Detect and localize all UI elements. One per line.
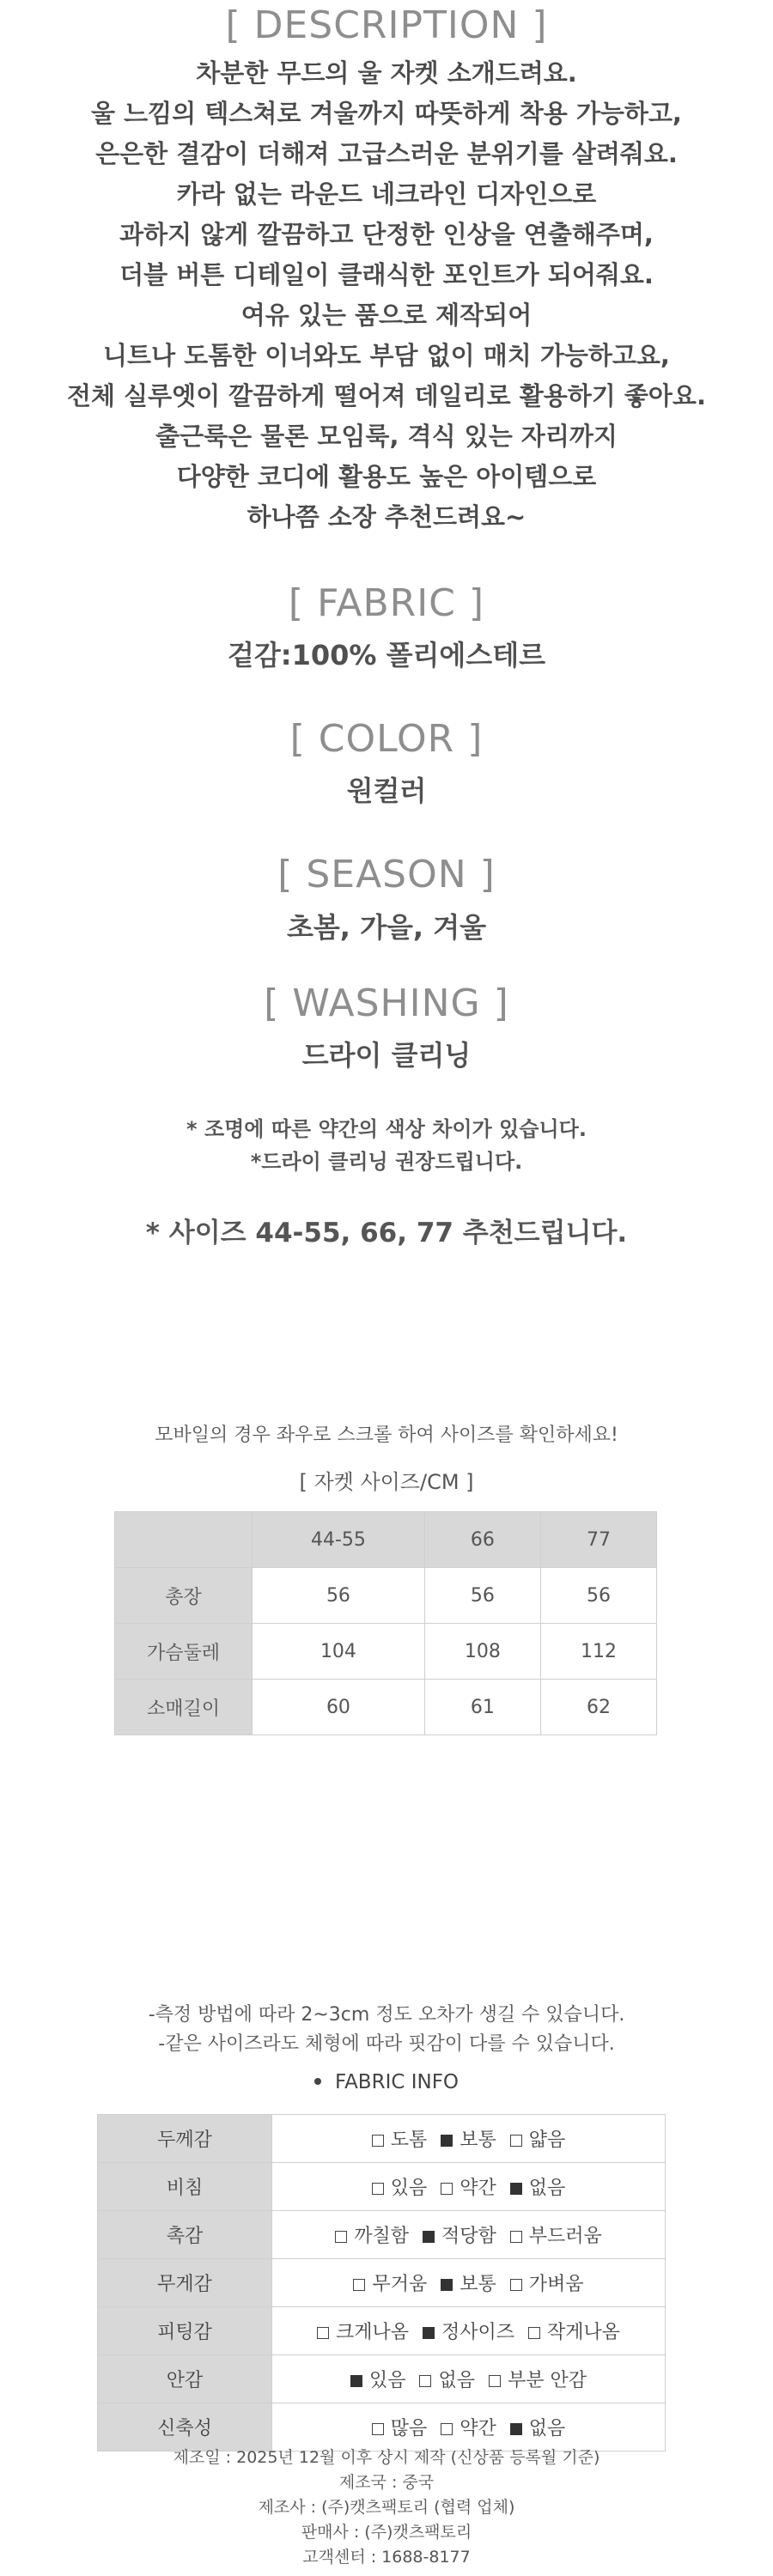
description-line: 전체 실루엣이 깔끔하게 떨어져 데일리로 활용하기 좋아요. [67,381,706,410]
checked-box-icon [510,2423,522,2435]
seller: 판매사 : (주)캣츠팩토리 [301,2523,472,2542]
season-value: 초봄, 가을, 겨울 [286,911,487,944]
description-line: 더블 버튼 디테일이 클래식한 포인트가 되어줘요. [119,260,654,289]
fabric-option [372,2178,428,2199]
fabric-option-label: 부분 안감 [508,2370,587,2391]
customer-center: 고객센터 : 1688-8177 [302,2548,471,2567]
table-cell: 112 [540,1624,656,1680]
fabric-option-label: 약간 [460,2178,496,2199]
size-header-cell: 44-55 [253,1512,425,1568]
fabric-option [353,2274,427,2295]
fabric-value: 겉감:100% 폴리에스테르 [227,639,546,671]
fabric-option [372,2129,428,2151]
fabric-attribute-label: 두께감 [98,2115,272,2163]
fabric-option-label: 적당함 [441,2226,496,2247]
fabric-option [510,2418,566,2439]
description-line: 출근룩은 물론 모임룩, 격식 있는 자리까지 [155,422,618,451]
checked-box-icon [423,2231,435,2243]
fabric-info-table [97,2114,666,2451]
unchecked-box-icon [372,2423,384,2435]
fabric-attribute-options [272,2115,666,2163]
manufacture-date: 제조일 : 2025년 12월 이후 상시 제작 (신상품 등록월 기준) [173,2448,600,2467]
fabric-option [335,2226,409,2247]
table-cell: 56 [253,1568,425,1624]
table-cell: 60 [253,1680,425,1735]
product-info-footer [0,2445,773,2570]
fabric-option [350,2370,406,2391]
unchecked-box-icon [528,2327,540,2339]
measure-error-note: -측정 방법에 따라 2~3cm 정도 오차가 생길 수 있습니다. [148,2004,625,2026]
fabric-option [372,2418,428,2439]
unchecked-box-icon [441,2183,453,2195]
row-label: 소매길이 [115,1680,253,1735]
season-title: [ SEASON ] [277,853,496,896]
checked-box-icon [441,2279,453,2291]
fabric-option-label: 있음 [368,2370,406,2391]
table-row [115,1568,657,1624]
fabric-option-label: 보통 [460,2129,496,2151]
fabric-title: [ FABRIC ] [288,581,485,625]
fabric-option-label: 크게나옴 [335,2322,409,2343]
fabric-option-label: 보통 [460,2274,496,2295]
description-line: 울 느낌의 텍스쳐로 겨울까지 따뜻하게 착용 가능하고, [91,99,682,128]
fabric-option-label: 없음 [438,2370,475,2391]
fabric-option [441,2274,496,2295]
description-line: 니트나 도톰한 이너와도 부담 없이 매치 가능하고요, [103,341,670,370]
fabric-attribute-options [272,2211,666,2259]
table-row [98,2211,666,2259]
table-row [98,2259,666,2307]
fabric-option-label: 도톰 [390,2129,428,2151]
fabric-option-label: 없음 [528,2178,566,2199]
checked-box-icon [350,2375,362,2387]
table-row [98,2307,666,2355]
fabric-option [489,2370,587,2391]
fabric-option-label: 까칠함 [354,2226,409,2247]
unchecked-box-icon [372,2135,384,2147]
fabric-info-title [0,2071,773,2093]
size-header-cell: 66 [424,1512,540,1568]
measure-notes [0,2001,773,2059]
fabric-option [510,2226,602,2247]
fabric-option-label: 정사이즈 [441,2322,514,2343]
description-line: 과하지 않게 깔끔하고 단정한 인상을 연출해주며, [119,220,654,249]
table-cell: 56 [540,1568,656,1624]
fabric-option-label: 가벼움 [528,2274,584,2295]
description-title: [ DESCRIPTION ] [225,3,548,47]
dry-cleaning-note: *드라이 클리닝 권장드립니다. [250,1150,523,1174]
unchecked-box-icon [510,2279,522,2291]
fabric-info-label: FABRIC INFO [334,2071,460,2093]
fabric-attribute-label: 무게감 [98,2259,272,2307]
mobile-scroll-hint: 모바일의 경우 좌우로 스크롤 하여 사이즈를 확인하세요! [155,1425,618,1446]
fabric-option-label: 약간 [460,2418,496,2439]
description-line: 하나쯤 소장 추천드려요~ [247,502,526,532]
washing-title: [ WASHING ] [264,981,509,1025]
fabric-option [423,2322,514,2343]
fabric-attribute-label: 신축성 [98,2403,272,2451]
fabric-option-label: 많음 [390,2418,428,2439]
bullet-icon [314,2078,321,2085]
checked-box-icon [441,2135,453,2147]
description-line: 다양한 코디에 활용도 높은 아이템으로 [176,462,597,491]
fabric-attribute-label: 피팅감 [98,2307,272,2355]
table-row [98,2163,666,2211]
unchecked-box-icon [489,2375,501,2387]
checked-box-icon [423,2327,435,2339]
fabric-option [510,2178,566,2199]
fabric-option [441,2418,496,2439]
table-row [98,2115,666,2163]
size-table [114,1511,657,1735]
manufacturer: 제조사 : (주)캣츠팩토리 (협력 업체) [258,2498,515,2517]
care-notes [0,1113,773,1178]
fabric-option-label: 얇음 [528,2129,566,2151]
fabric-option [510,2129,566,2151]
fabric-attribute-options [272,2163,666,2211]
table-cell: 108 [424,1624,540,1680]
description-line: 여유 있는 품으로 제작되어 [240,301,533,330]
unchecked-box-icon [372,2183,384,2195]
color-difference-note: * 조명에 따른 약간의 색상 차이가 있습니다. [186,1117,587,1141]
description-line: 은은한 결감이 더해져 고급스러운 분위기를 살려줘요. [95,139,678,168]
fabric-option [419,2370,475,2391]
table-row [115,1624,657,1680]
table-cell: 61 [424,1680,540,1735]
unchecked-box-icon [317,2327,329,2339]
fit-difference-note: -같은 사이즈라도 체형에 따라 핏감이 다를 수 있습니다. [158,2033,615,2055]
fabric-attribute-label: 비침 [98,2163,272,2211]
unchecked-box-icon [353,2279,365,2291]
fabric-option [510,2274,584,2295]
fabric-attribute-options [272,2259,666,2307]
unchecked-box-icon [441,2423,453,2435]
table-row [98,2355,666,2403]
color-value: 원컬러 [346,775,427,807]
fabric-option-label: 무거움 [372,2274,428,2295]
fabric-option [317,2322,409,2343]
fabric-attribute-label: 촉감 [98,2211,272,2259]
unchecked-box-icon [335,2231,347,2243]
unchecked-box-icon [419,2375,431,2387]
washing-value: 드라이 클리닝 [301,1039,472,1072]
fabric-option-label: 작게나옴 [547,2322,621,2343]
country-of-origin: 제조국 : 중국 [338,2473,435,2492]
size-recommendation: * 사이즈 44-55, 66, 77 추천드립니다. [145,1218,628,1249]
fabric-option [528,2322,620,2343]
fabric-option [441,2129,496,2151]
row-label: 가슴둘레 [115,1624,253,1680]
unchecked-box-icon [510,2135,522,2147]
fabric-option-label: 없음 [528,2418,566,2439]
description-body [0,53,773,538]
table-row [115,1680,657,1735]
fabric-option-label: 부드러움 [528,2226,602,2247]
fabric-option [423,2226,496,2247]
size-header-cell [115,1512,253,1568]
table-cell: 62 [540,1680,656,1735]
description-line: 카라 없는 라운드 네크라인 디자인으로 [176,179,597,209]
fabric-option [441,2178,496,2199]
checked-box-icon [510,2183,522,2195]
table-cell: 104 [253,1624,425,1680]
fabric-attribute-label: 안감 [98,2355,272,2403]
table-row [98,2403,666,2451]
table-cell: 56 [424,1568,540,1624]
size-table-title: [ 자켓 사이즈/CM ] [299,1470,474,1494]
unchecked-box-icon [510,2231,522,2243]
fabric-attribute-options [272,2307,666,2355]
size-header-cell: 77 [540,1512,656,1568]
color-title: [ COLOR ] [289,717,484,761]
fabric-attribute-options [272,2403,666,2451]
fabric-option-label: 있음 [390,2178,428,2199]
description-line: 차분한 무드의 울 자켓 소개드려요. [196,58,577,88]
size-table-header [115,1512,657,1568]
row-label: 총장 [115,1568,253,1624]
fabric-attribute-options [272,2355,666,2403]
